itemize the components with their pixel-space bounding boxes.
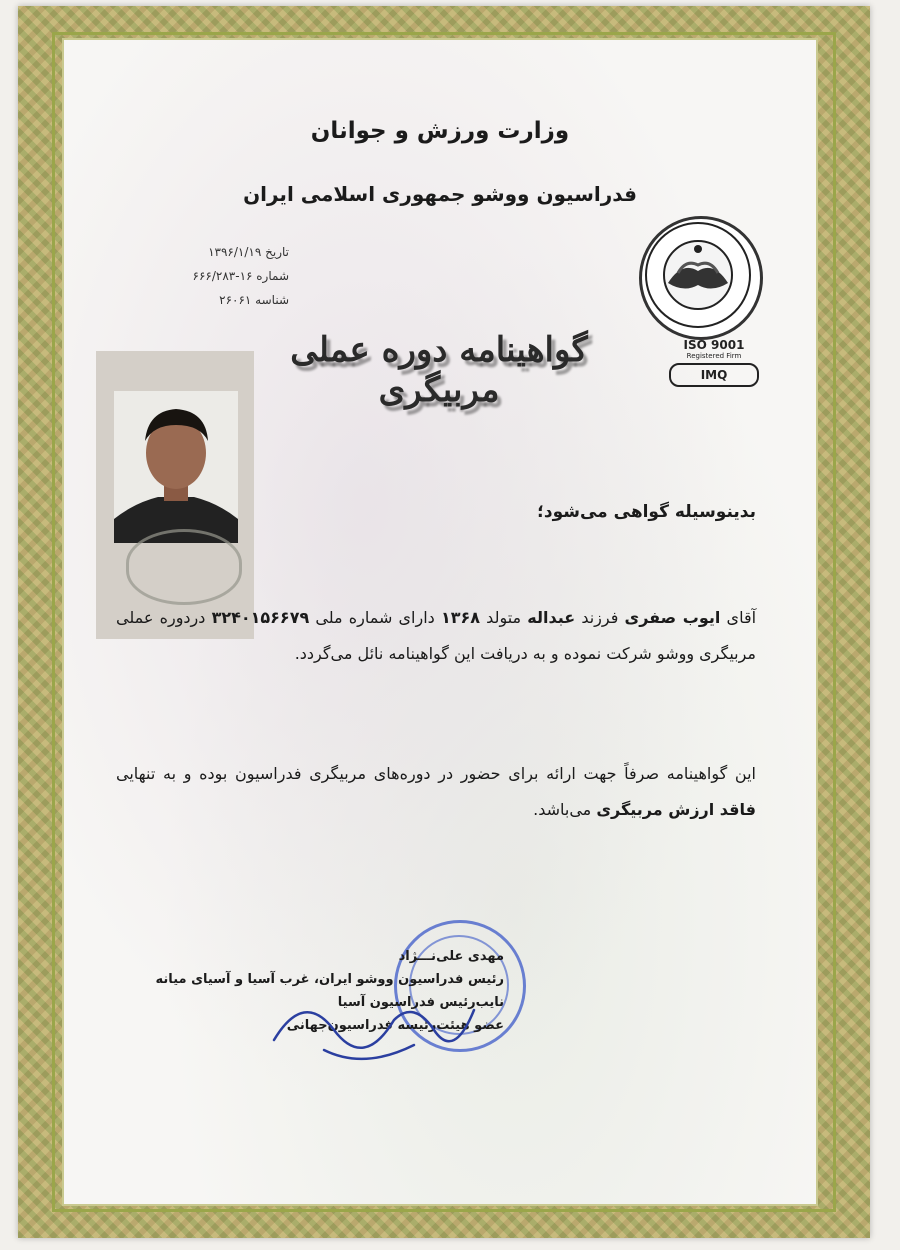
text-segment: آقای: [720, 608, 757, 627]
iso-label: ISO 9001: [683, 338, 745, 352]
photo-frame: [96, 351, 254, 639]
certificate-paper: [62, 38, 818, 1206]
text-segment: این گواهینامه صرفاً جهت ارائه برای حضور در دوره‌های مربیگری فدراسیون بوده و به تنهایی: [116, 764, 756, 783]
id-line: شناسه ۲۶۰۶۱: [219, 293, 289, 307]
recipient-paragraph: [116, 600, 756, 672]
wushu-federation-logo-icon: [639, 216, 763, 340]
federation-heading: فدراسیون ووشو جمهوری اسلامی ایران: [243, 182, 637, 206]
certificate-title: گواهینامه دوره عملی مربیگری: [290, 330, 588, 410]
handwritten-signature-icon: [264, 970, 504, 1084]
text-segment: فرزند: [575, 608, 625, 627]
text-segment: می‌باشد.: [533, 800, 597, 819]
signatory-title-2: نایب‌رئیس فدراسیون آسیا: [337, 995, 504, 1010]
national-id: ۳۲۴۰۱۵۶۶۷۹: [211, 608, 310, 627]
father-name: عبداله: [527, 608, 576, 627]
notice-emphasis: فاقد ارزش مربیگری: [596, 800, 756, 819]
birth-year: ۱۳۶۸: [440, 608, 481, 627]
text-segment: متولد: [480, 608, 528, 627]
notice-paragraph: [116, 756, 756, 828]
document-meta: [114, 240, 289, 312]
text-segment: دردوره عملی مربیگری ووشو شرکت نموده و به دریافت این گواهینامه نائل می‌گردد.: [116, 608, 756, 663]
ministry-heading: وزارت ورزش و جوانان: [310, 118, 570, 144]
photo-stamp-icon: [126, 529, 242, 605]
certification-statement: بدینوسیله گواهی می‌شود؛: [537, 502, 756, 522]
iso-certification: [664, 338, 764, 387]
number-line: شماره ۱۶-۶۶۶/۲۸۳: [192, 269, 289, 283]
imq-badge: IMQ: [669, 363, 759, 387]
date-line: تاریخ ۱۳۹۶/۱/۱۹: [208, 245, 289, 259]
signatory-title-1: رئیس فدراسیون ووشو ایران، غرب آسیا و آسیای میانه: [155, 972, 504, 987]
recipient-name: ایوب صفری: [624, 608, 721, 627]
signatory-name: مهدی علی‌نـــژاد: [398, 949, 504, 964]
signatory-title-3: عضو هیئت‌رئیسه فدراسیون‌جهانی: [286, 1018, 504, 1033]
iso-sub-label: Registered Firm: [686, 352, 742, 360]
portrait-photo: [114, 391, 238, 543]
text-segment: دارای شماره ملی: [309, 608, 441, 627]
